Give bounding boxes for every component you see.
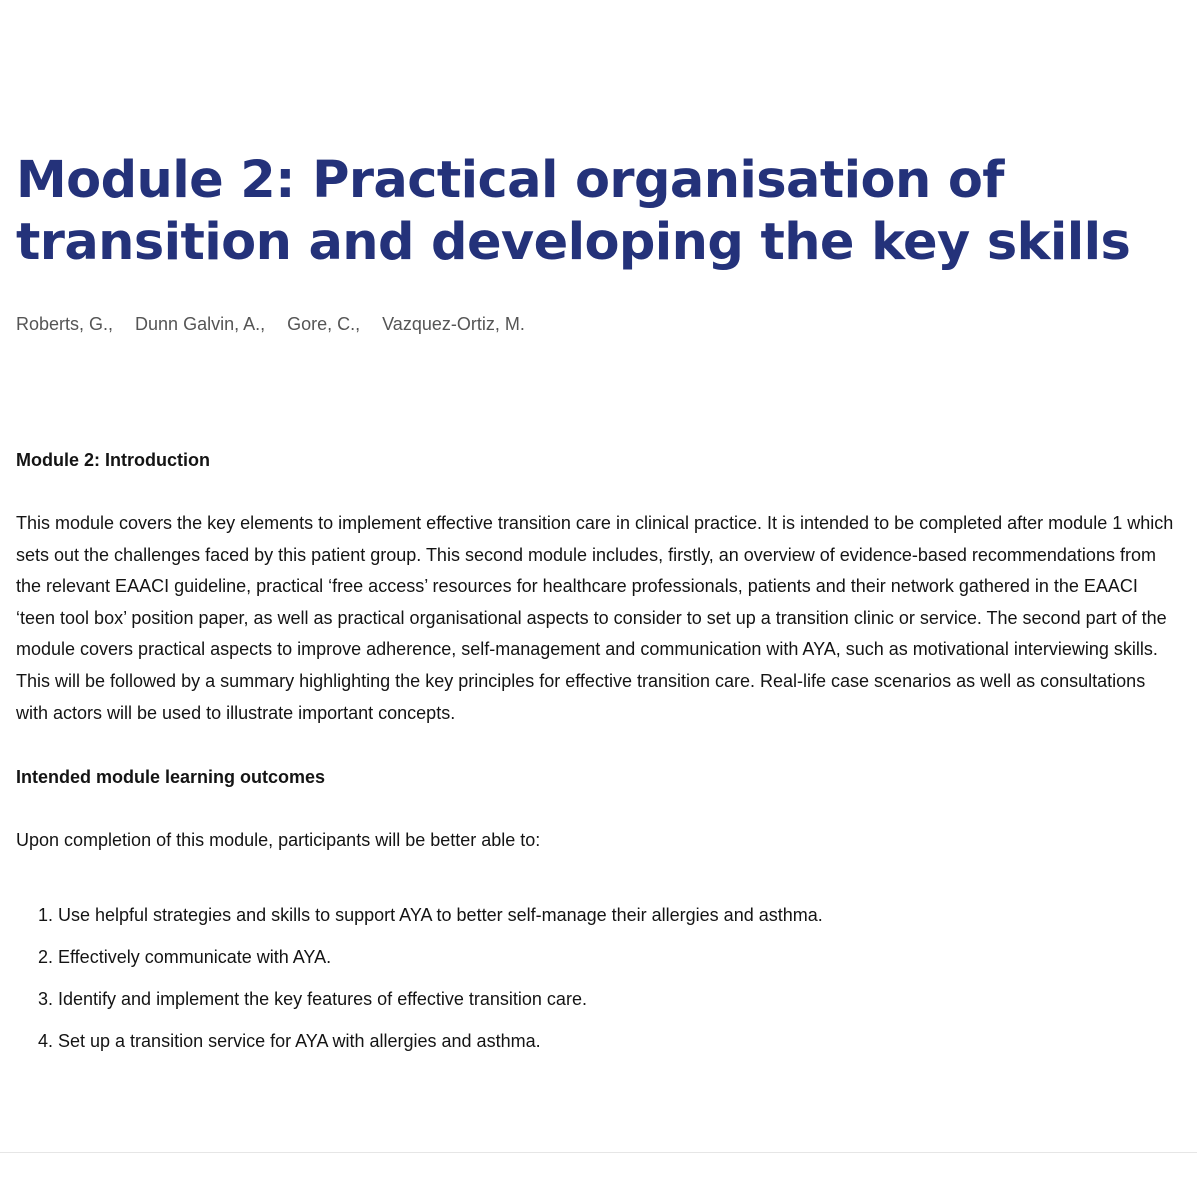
spacer [16, 857, 1176, 903]
outcomes-lead: Upon completion of this module, participants will be better able to: [16, 830, 541, 851]
page-title: Module 2: Practical organisation of transition and developing the key skills [16, 151, 1131, 272]
author[interactable]: Vazquez-Ortiz, M. [382, 314, 525, 334]
list-item: 4. Set up a transition service for AYA with allergies and asthma. [58, 1029, 1176, 1053]
outcomes-list [16, 903, 1176, 1053]
spacer [16, 791, 1176, 825]
author[interactable]: Dunn Galvin, A., [135, 314, 266, 334]
outcomes-heading: Intended module learning outcomes [16, 767, 326, 788]
spacer [16, 729, 1176, 763]
list-item: 2. Effectively communicate with AYA. [58, 945, 1176, 969]
author-list [16, 312, 547, 336]
author[interactable]: Gore, C., [287, 314, 361, 334]
list-item: 3. Identify and implement the key features of effective transition care. [58, 987, 1176, 1011]
footer-divider [0, 1152, 1197, 1153]
module-content [16, 446, 1176, 1071]
spacer [16, 474, 1176, 508]
list-item: 1. Use helpful strategies and skills to support AYA to better self-manage their allergies and asthma. [58, 903, 1176, 927]
intro-heading: Module 2: Introduction [16, 450, 210, 470]
author[interactable]: Roberts, G., [16, 314, 114, 334]
intro-paragraph: This module covers the key elements to implement effective transition care in clinical practice. It is intended to be completed after module 1 which sets out the challenges faced by this patient group. This second module includes, firstly, an overview of evidence-based recommendations from the relevant EAACI guideline, practical ‘free access’ resources for healthcare professionals, patients and their network gathered in the EAACI ‘teen tool box’ position paper, as well as practical organisational aspects to consider to set up a transition clinic or service. The second part of the module covers practical aspects to improve adherence, self-management and communication with AYA, such as motivational interviewing skills. This will be followed by a summary highlighting the key principles for effective transition care. Real-life case scenarios as well as consultations with actors will be used to illustrate important concepts. [16, 513, 1174, 723]
